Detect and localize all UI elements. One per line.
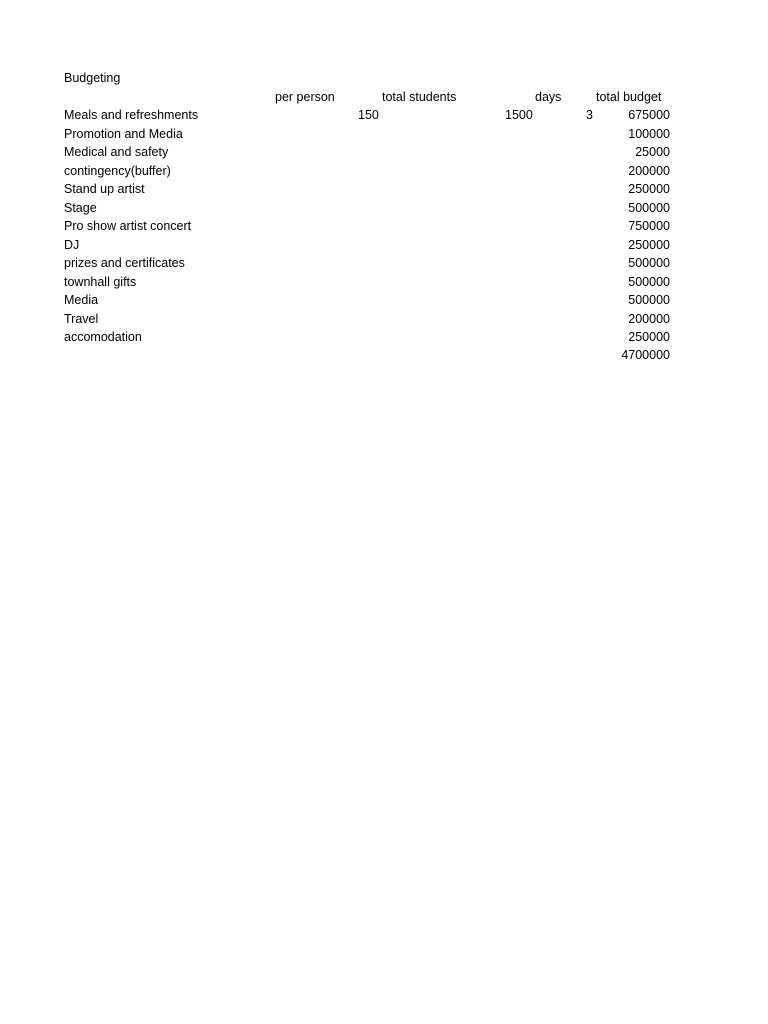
budget-item-amount: 500000 xyxy=(628,200,670,215)
budget-item-name: accomodation xyxy=(64,330,142,344)
budget-item-name: Meals and refreshments xyxy=(64,108,199,122)
header-total-students: total students xyxy=(382,90,457,104)
budget-item-name: prizes and certificates xyxy=(64,256,185,270)
budget-item-amount: 750000 xyxy=(628,219,670,233)
budget-item-name: contingency(buffer) xyxy=(64,163,171,178)
budget-item-name: Travel xyxy=(64,311,99,326)
budget-item-amount: 250000 xyxy=(628,237,670,252)
header-per-person: per person xyxy=(275,90,335,104)
sheet-title: Budgeting xyxy=(64,71,121,85)
budget-item-name: Pro show artist concert xyxy=(64,219,192,233)
header-days: days xyxy=(535,90,562,104)
budget-item-name: Stand up artist xyxy=(64,182,145,196)
budget-item-amount: 675000 xyxy=(628,108,670,122)
budget-item-name: Promotion and Media xyxy=(64,126,183,141)
grand-total-amount: 4700000 xyxy=(621,348,670,362)
header-total-budget: total budget xyxy=(596,90,662,104)
budget-item-name: DJ xyxy=(64,237,80,252)
meals-total-students-value: 1500 xyxy=(505,108,533,122)
budget-item-amount: 500000 xyxy=(628,293,670,307)
budget-item-amount: 500000 xyxy=(628,274,670,289)
budget-item-amount: 500000 xyxy=(628,256,670,270)
budget-item-name: Media xyxy=(64,293,99,307)
budget-item-name: Stage xyxy=(64,200,97,215)
budget-item-amount: 100000 xyxy=(628,126,670,141)
budget-item-amount: 200000 xyxy=(628,163,670,178)
budget-item-amount: 250000 xyxy=(628,330,670,344)
budget-item-amount: 25000 xyxy=(635,145,670,159)
budget-item-amount: 200000 xyxy=(628,311,670,326)
budget-item-name: townhall gifts xyxy=(64,274,137,289)
budget-item-amount: 250000 xyxy=(628,182,670,196)
meals-days-value: 3 xyxy=(586,108,593,122)
budget-item-name: Medical and safety xyxy=(64,145,169,159)
meals-per-person-value: 150 xyxy=(358,108,379,122)
